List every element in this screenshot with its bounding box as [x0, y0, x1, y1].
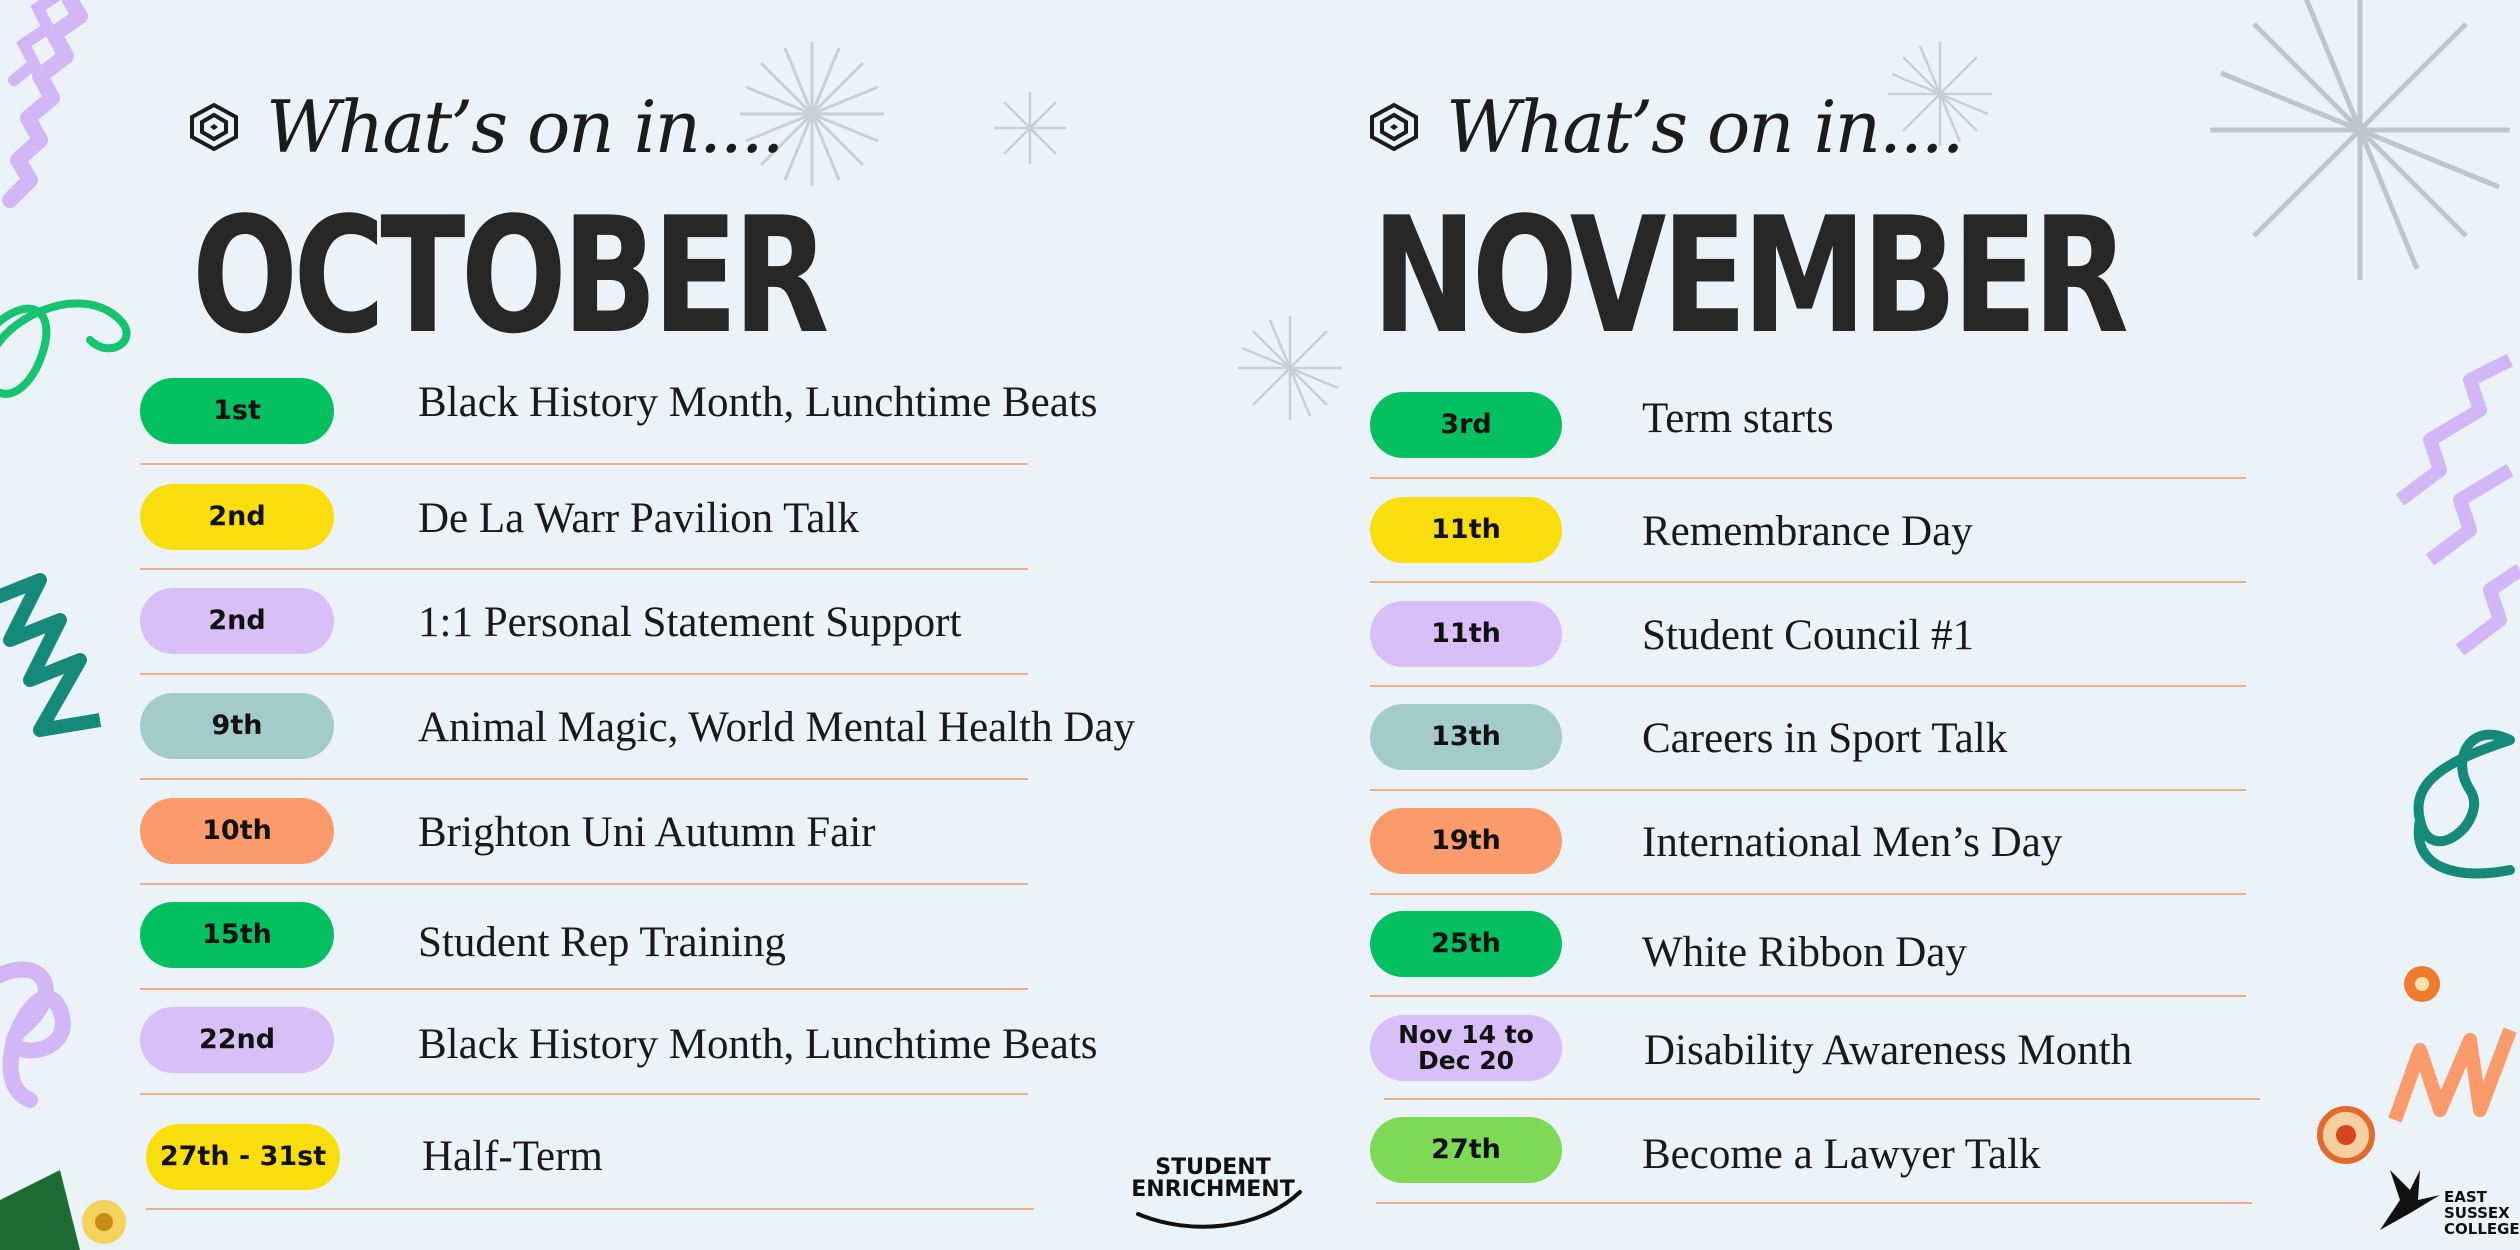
- event-title: Disability Awareness Month: [1644, 1027, 2133, 1074]
- green-leaf-decoration: [0, 1170, 80, 1250]
- date-badge: 10th: [140, 798, 334, 864]
- date-badge-line: Dec 20: [1417, 1046, 1515, 1075]
- row-divider: [1376, 1202, 2252, 1204]
- event-title: International Men’s Day: [1642, 819, 2063, 866]
- date-badge: 9th: [140, 693, 334, 759]
- flower-icon: [82, 1200, 126, 1244]
- date-badge: 27th: [1370, 1117, 1562, 1183]
- college-line-1: EAST: [2444, 1188, 2487, 1206]
- november-month-title: NOVEMBER: [1372, 182, 2125, 369]
- date-badge: 3rd: [1370, 392, 1562, 458]
- date-badge-line: Nov 14 to: [1398, 1019, 1534, 1049]
- college-line-3: COLLEGE: [2444, 1219, 2520, 1238]
- orange-zigzag-decoration: [2395, 1030, 2510, 1120]
- date-badge: 11th: [1370, 601, 1562, 667]
- bird-icon: [2380, 1170, 2440, 1230]
- starburst-icon: [2210, 0, 2510, 280]
- purple-zigzag-right-decoration-3: [2460, 570, 2520, 650]
- event-title: White Ribbon Day: [1642, 929, 1967, 976]
- row-divider: [140, 1093, 1028, 1095]
- college-line-2: SUSSEX: [2444, 1203, 2510, 1222]
- row-divider: [1370, 893, 2246, 895]
- row-divider: [146, 1208, 1034, 1210]
- layered-diamond-icon: [1368, 101, 1420, 153]
- event-title: Term starts: [1642, 395, 1834, 442]
- college-logo-text: [2444, 1190, 2520, 1237]
- date-badge: 2nd: [140, 588, 334, 654]
- event-title: Animal Magic, World Mental Health Day: [418, 704, 1136, 751]
- row-divider: [1370, 581, 2246, 583]
- date-badge: 22nd: [140, 1007, 334, 1073]
- november-heading: [1368, 72, 1963, 182]
- event-title: Black History Month, Lunchtime Beats: [418, 1021, 1098, 1068]
- starburst-icon: [1238, 316, 1342, 420]
- row-divider: [1370, 477, 2246, 479]
- event-title: Student Rep Training: [418, 919, 786, 966]
- flower-icon: [2320, 1109, 2372, 1161]
- event-title: Careers in Sport Talk: [1642, 715, 2008, 762]
- event-title: Half-Term: [422, 1133, 603, 1180]
- student-enrichment-logo: [1118, 1157, 1308, 1201]
- row-divider: [1384, 1098, 2260, 1100]
- purple-zigzag-right-decoration-2: [2430, 470, 2510, 560]
- enrichment-line-1: STUDENT: [1155, 1155, 1271, 1180]
- row-divider: [140, 883, 1028, 885]
- teal-loop-decoration: [2418, 735, 2510, 874]
- november-intro: What’s on in....: [1446, 85, 1963, 169]
- starburst-icon: [994, 92, 1066, 164]
- event-title: 1:1 Personal Statement Support: [418, 599, 962, 646]
- event-title: Black History Month, Lunchtime Beats: [418, 379, 1098, 426]
- date-badge: 1st: [140, 378, 334, 444]
- green-swirl-decoration: [0, 303, 127, 393]
- date-badge: 19th: [1370, 808, 1562, 874]
- event-title: Become a Lawyer Talk: [1642, 1131, 2041, 1178]
- date-badge: [1370, 1015, 1562, 1081]
- october-month-title: OCTOBER: [192, 182, 825, 369]
- row-divider: [1370, 995, 2246, 997]
- event-title: Remembrance Day: [1642, 508, 1973, 555]
- october-intro: What’s on in....: [266, 85, 783, 169]
- row-divider: [1370, 685, 2246, 687]
- row-divider: [140, 778, 1028, 780]
- date-badge: 11th: [1370, 497, 1562, 563]
- row-divider: [1370, 789, 2246, 791]
- row-divider: [140, 673, 1028, 675]
- date-badge: 2nd: [140, 484, 334, 550]
- flower-icon: [2404, 966, 2440, 1002]
- date-badge: 27th - 31st: [146, 1124, 340, 1190]
- row-divider: [140, 568, 1028, 570]
- row-divider: [140, 988, 1028, 990]
- row-divider: [140, 463, 1028, 465]
- event-title: De La Warr Pavilion Talk: [418, 495, 859, 542]
- teal-zigzag-decoration: [0, 580, 100, 730]
- date-badge: 13th: [1370, 704, 1562, 770]
- october-heading: [188, 72, 783, 182]
- date-badge: 15th: [140, 902, 334, 968]
- date-badge: 25th: [1370, 911, 1562, 977]
- layered-diamond-icon: [188, 101, 240, 153]
- event-title: Student Council #1: [1642, 612, 1975, 659]
- purple-scribble-decoration: [0, 970, 63, 1100]
- enrichment-line-2: ENRICHMENT: [1131, 1177, 1295, 1202]
- event-title: Brighton Uni Autumn Fair: [418, 809, 876, 856]
